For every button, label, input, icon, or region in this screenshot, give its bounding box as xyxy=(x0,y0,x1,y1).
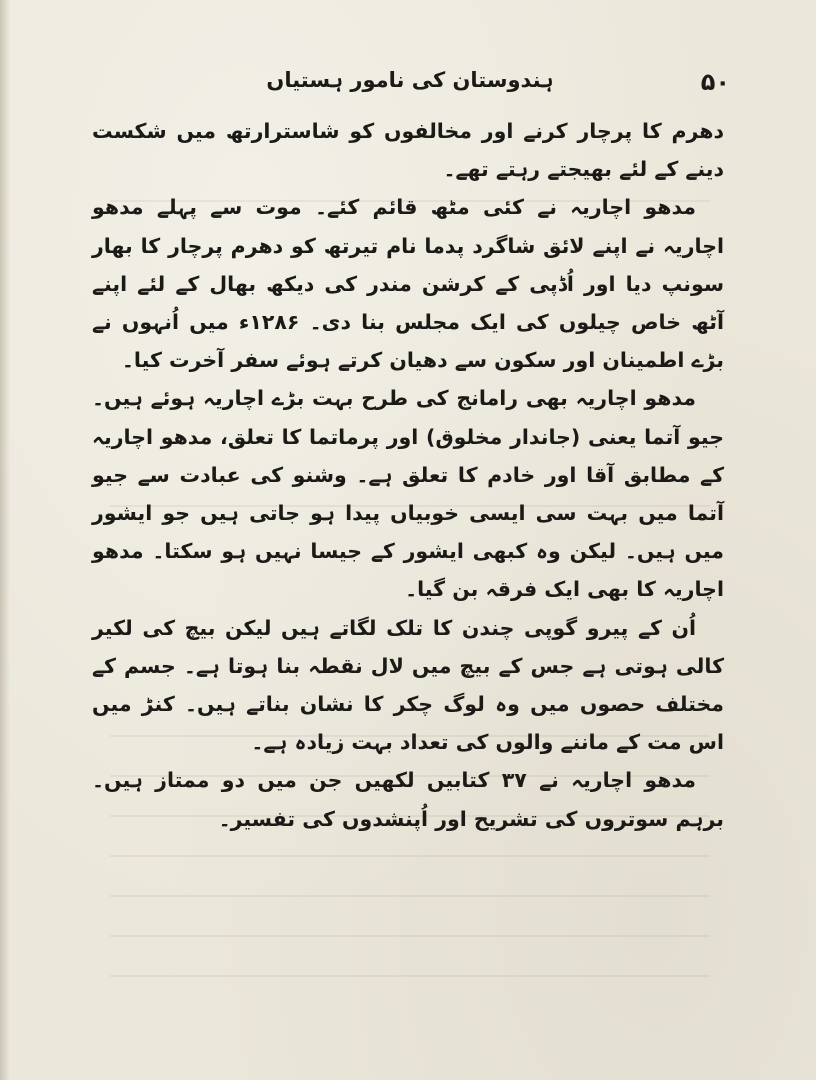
paragraph: مدھو اچاریہ بھی رامانج کی طرح بہت بڑے اچاریہ ہوئے ہیں۔ جیو آتما یعنی (جاندار مخلوق) اور پرماتما کا تعلق، مدھو اچاریہ کے مطابق آقا اور خادم کا تعلق ہے۔ وشنو کی عبادت سے جیو آتما میں بہت سی ایسی خوبیاں پیدا ہو جاتی ہیں جو ایشور میں ہیں۔ لیکن وہ کبھی ایشور کے جیسا نہیں ہو سکتا۔ مدھو اچاریہ کا بھی ایک فرقہ بن گیا۔ xyxy=(92,386,724,602)
page-header xyxy=(90,62,730,102)
paragraph: دھرم کا پرچار کرنے اور مخالفوں کو شاسترارتھ میں شکست دینے کے لئے بھیجتے رہتے تھے۔ xyxy=(92,119,724,182)
bleed-through-line xyxy=(110,895,710,897)
page-binding-shadow xyxy=(0,0,10,1080)
paragraph: اُن کے پیرو گوپی چندن کا تلک لگاتے ہیں لیکن بیچ کی لکیر کالی ہوتی ہے جس کے بیچ میں لال نقطہ بنا ہوتا ہے۔ جسم کے مختلف حصوں میں وہ لوگ چکر کا نشان بناتے ہیں۔ کنڑ میں اس مت کے ماننے والوں کی تعداد بہت زیادہ ہے۔ xyxy=(92,615,724,755)
paragraph: مدھو اچاریہ نے ۳۷ کتابیں لکھیں جن میں دو ممتاز ہیں۔ برہم سوتروں کی تشریح اور اُپنشدوں کی تفسیر۔ xyxy=(92,768,724,831)
page-body xyxy=(92,112,724,838)
paragraph: مدھو اچاریہ نے کئی مٹھ قائم کئے۔ موت سے پہلے مدھو اچاریہ نے اپنے لائق شاگرد پدما نام تیرتھ کو دھرم پرچار کا بھار سونپ دیا اور اُڈپی کے کرشن مندر کی دیکھ بھال کے لئے اپنے آٹھ خاص چیلوں کی ایک مجلس بنا دی۔ ۱۲۸۶ء میں اُنہوں نے بڑے اطمینان اور سکون سے دھیان کرتے ہوئے سفر آخرت کیا۔ xyxy=(92,195,724,373)
running-title: ہندوستان کی نامور ہستیاں xyxy=(266,68,554,92)
page-number: ۵۰ xyxy=(700,68,730,96)
bleed-through-line xyxy=(110,975,710,977)
bleed-through-line xyxy=(110,855,710,857)
bleed-through-line xyxy=(110,935,710,937)
